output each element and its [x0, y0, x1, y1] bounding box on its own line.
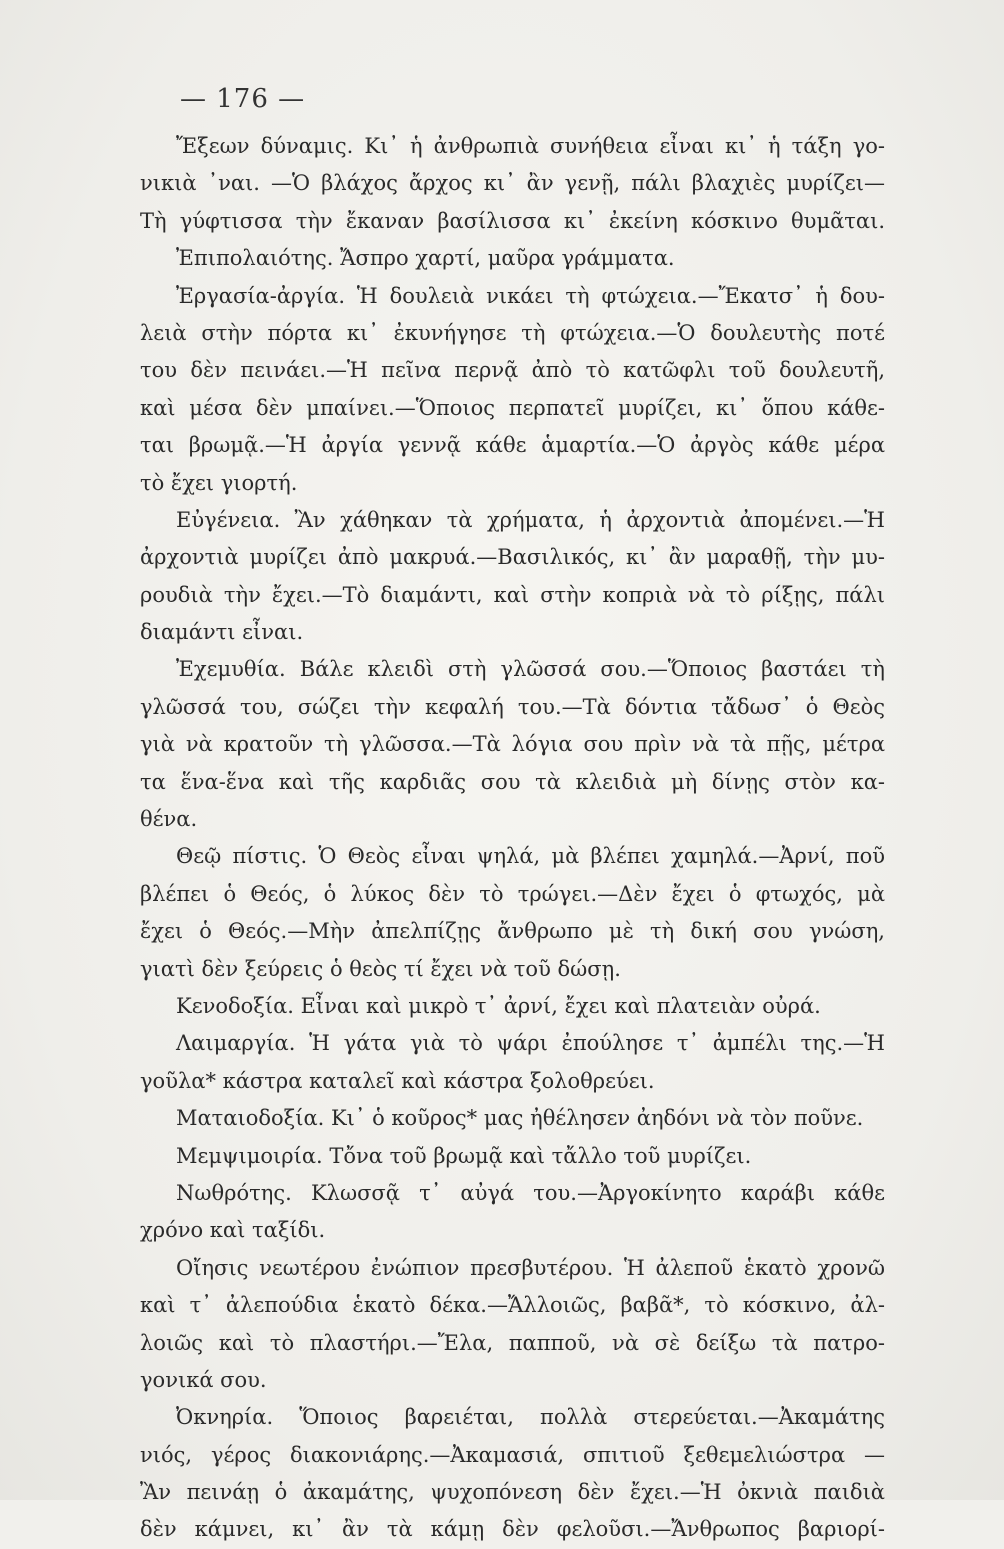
text-line: Θεῷ πίστις. Ὁ Θεὸς εἶναι ψηλά, μὰ βλέπει χαμηλά.—Ἀρνί, ποῦ — [176, 844, 885, 869]
text-line: Ἐχεμυθία. Βάλε κλειδὶ στὴ γλῶσσά σου.—Ὅποιος βαστάει τὴ — [176, 657, 885, 682]
text-line: ἀρχοντιὰ μυρίζει ἀπὸ μακρυά.—Βασιλικός, κι᾿ ἂν μαραθῇ, τὴν μυ- — [140, 545, 885, 570]
text-line: Λαιμαργία. Ἡ γάτα γιὰ τὸ ψάρι ἐπούλησε τ᾿ ἀμπέλι της.—Ἡ — [176, 1031, 885, 1056]
text-line: Οἴησις νεωτέρου ἐνώπιον πρεσβυτέρου. Ἡ ἀλεποῦ ἑκατὸ χρονῶ — [176, 1255, 885, 1280]
text-line: Ἐπιπολαιότης. Ἄσπρο χαρτί, μαῦρα γράμματα. — [176, 246, 675, 271]
text-line: καὶ μέσα δὲν μπαίνει.—Ὅποιος περπατεῖ μυρίζει, κι᾿ ὅπου κάθε- — [140, 395, 885, 420]
text-line: ἔχει ὁ Θεός.—Μὴν ἀπελπίζῃς ἄνθρωπο μὲ τὴ δική σου γνώση, — [140, 919, 885, 944]
text-line: λοιῶς καὶ τὸ πλαστήρι.—Ἔλα, παπποῦ, νὰ σὲ δείξω τὰ πατρο- — [140, 1330, 885, 1355]
text-line: Κενοδοξία. Εἶναι καὶ μικρὸ τ᾿ ἀρνί, ἔχει καὶ πλατειὰν οὐρά. — [176, 993, 821, 1018]
text-line: λειὰ στὴν πόρτα κι᾿ ἐκυνήγησε τὴ φτώχεια.—Ὁ δουλευτὴς ποτέ — [140, 320, 885, 345]
proverbs-text — [140, 128, 885, 1549]
text-line: του δὲν πεινάει.—Ἡ πεῖνα περνᾷ ἀπὸ τὸ κατῶφλι τοῦ δουλευτῆ, — [140, 358, 885, 383]
text-line: γοῦλα* κάστρα καταλεῖ καὶ κάστρα ξολοθρεύει. — [140, 1068, 655, 1093]
text-line: δὲν κάμνει, κι᾿ ἂν τὰ κάμῃ δὲν φελοῦσι.—Ἄνθρωπος βαριορί- — [140, 1517, 885, 1542]
text-line: νικιὰ ᾿ναι. —Ὁ βλάχος ἄρχος κι᾿ ἂν γενῇ, πάλι βλαχιὲς μυρίζει— — [140, 171, 885, 196]
text-line: Νωθρότης. Κλωσσᾷ τ᾿ αὐγά του.—Ἀργοκίνητο καράβι κάθε — [176, 1180, 885, 1205]
text-line: γιατὶ δὲν ξεύρεις ὁ θεὸς τί ἔχει νὰ τοῦ δώσῃ. — [140, 956, 621, 981]
text-line: γονικά σου. — [140, 1367, 267, 1392]
text-line: θένα. — [140, 807, 198, 832]
text-line: γιὰ νὰ κρατοῦν τὴ γλῶσσα.—Τὰ λόγια σου πρὶν νὰ τὰ πῇς, μέτρα — [140, 732, 885, 757]
page-number: — 176 — — [180, 84, 306, 114]
text-line: Μεμψιμοιρία. Τὄνα τοῦ βρωμᾷ καὶ τἄλλο τοῦ μυρίζει. — [176, 1143, 752, 1168]
text-line: χρόνο καὶ ταξίδι. — [140, 1218, 326, 1243]
text-line: γλῶσσά του, σώζει τὴν κεφαλή του.—Τὰ δόντια τἄδωσ᾿ ὁ Θεὸς — [140, 694, 885, 719]
text-line: Εὐγένεια. Ἂν χάθηκαν τὰ χρήματα, ἡ ἀρχοντιὰ ἀπομένει.—Ἡ — [176, 507, 885, 532]
text-line: Ἂν πεινάῃ ὁ ἀκαμάτης, ψυχοπόνεση δὲν ἔχει.—Ἡ ὀκνιὰ παιδιὰ — [140, 1480, 885, 1505]
text-line: καὶ τ᾿ ἀλεπούδια ἑκατὸ δέκα.—Ἄλλοιῶς, βαβᾶ*, τὸ κόσκινο, ἀλ- — [140, 1293, 885, 1318]
text-line: Ἔξεων δύναμις. Κι᾿ ἡ ἀνθρωπιὰ συνήθεια εἶναι κι᾿ ἡ τάξη γο- — [176, 134, 885, 158]
text-line: Ὀκνηρία. Ὅποιος βαρειέται, πολλὰ στερεύεται.—Ἀκαμάτης — [176, 1405, 885, 1430]
text-line: Ἐργασία-ἀργία. Ἡ δουλειὰ νικάει τὴ φτώχεια.—Ἔκατσ᾿ ἡ δου- — [176, 283, 885, 308]
text-line: ται βρωμᾷ.—Ἡ ἀργία γεννᾷ κάθε ἁμαρτία.—Ὁ ἀργὸς κάθε μέρα — [140, 433, 885, 458]
text-line: Τὴ γύφτισσα τὴν ἔκαναν βασίλισσα κι᾿ ἐκείνη κόσκινο θυμᾶται. — [140, 208, 885, 233]
text-line: διαμάντι εἶναι. — [140, 620, 304, 645]
text-line: βλέπει ὁ Θεός, ὁ λύκος δὲν τὸ τρώγει.—Δὲν ἔχει ὁ φτωχός, μὰ — [140, 881, 885, 906]
text-line: Ματαιοδοξία. Κι᾿ ὁ κοῦρος* μας ἠθέλησεν ἀηδόνι νὰ τὸν ποῦνε. — [176, 1106, 864, 1131]
text-line: ρουδιὰ τὴν ἔχει.—Τὸ διαμάντι, καὶ στὴν κοπριὰ νὰ τὸ ρίξῃς, πάλι — [140, 582, 885, 607]
text-line: τὸ ἔχει γιορτή. — [140, 470, 298, 495]
text-line: νιός, γέρος διακονιάρης.—Ἀκαμασιά, σπιτιοῦ ξεθεμελιώστρα — — [140, 1442, 885, 1467]
text-line: τα ἕνα-ἕνα καὶ τῆς καρδιᾶς σου τὰ κλειδιὰ μὴ δίνῃς στὸν κα- — [140, 769, 885, 794]
